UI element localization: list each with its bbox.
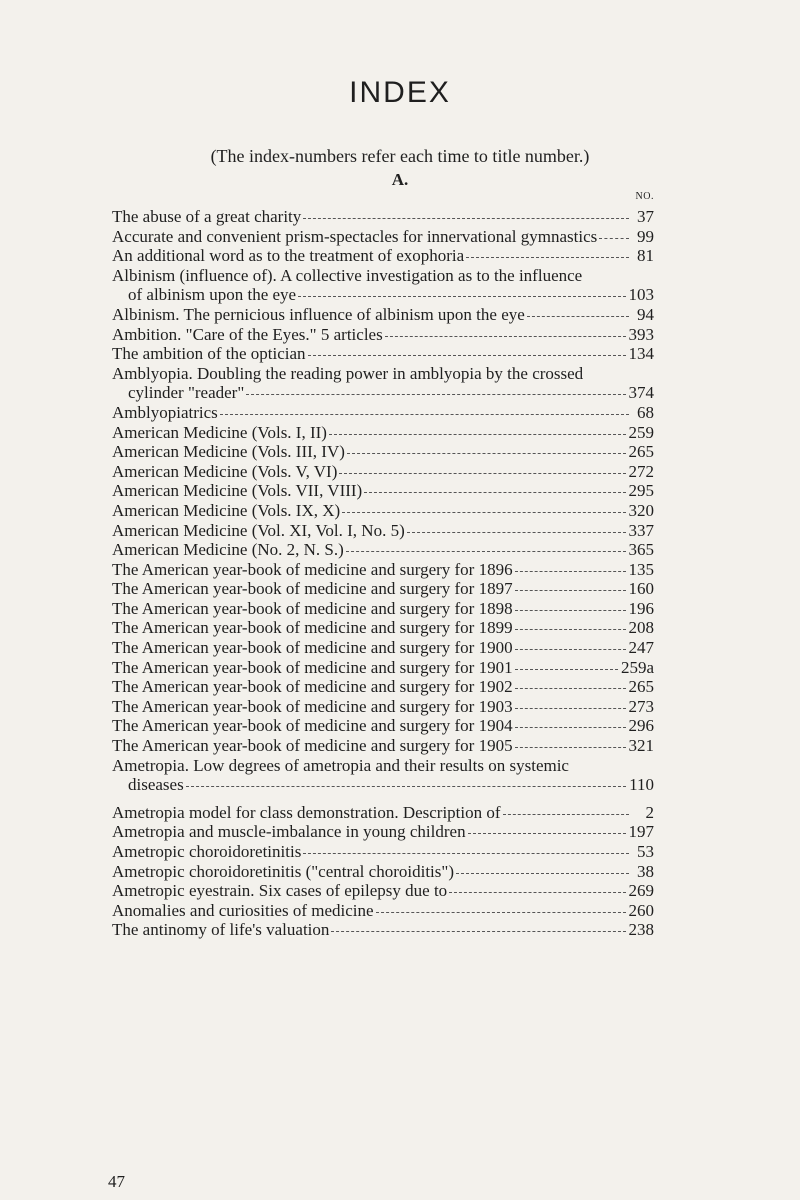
entry-title: The American year-book of medicine and surgery for 1903 [112,696,513,716]
leader-dots [515,610,626,611]
entry-number: 2 [645,802,654,822]
leader-dots [385,336,626,337]
index-entry [112,862,654,882]
leader-dots [331,931,625,932]
entry-number: 265 [628,442,654,462]
entry-title: The abuse of a great charity [112,207,302,226]
leader-dots [503,814,629,815]
entry-title: American Medicine (Vols. III, IV) [112,442,345,462]
index-entry [112,638,654,658]
entry-line [112,842,654,862]
index-entry [112,716,654,736]
entry-number: 296 [628,716,654,736]
leader-dots [515,747,626,748]
entry-line [112,246,654,266]
entry-number: 94 [637,304,654,324]
entry-line [112,736,654,756]
entry-line [112,822,654,842]
index-note: (The index-numbers refer each time to title number.) [210,146,590,166]
index-entry [112,579,654,599]
entry-line [112,756,654,776]
index-entry [112,540,654,560]
entry-title: Ametropia model for class demonstration. Description of [112,802,501,822]
entry-line [112,442,654,462]
entry-line [112,207,654,227]
entry-line [112,901,654,921]
leader-dots [515,708,626,709]
entry-number: 110 [629,775,654,795]
entry-number: 197 [628,822,654,842]
entry-number: 273 [628,696,654,716]
index-entry [112,227,654,247]
leader-dots [347,453,626,454]
leader-dots [220,414,629,415]
index-entry [112,266,654,305]
leader-dots [329,434,626,435]
page-number: 47 [108,1172,125,1191]
entry-number: 68 [637,402,654,422]
leader-dots [515,727,626,728]
entry-number: 260 [628,900,654,920]
entry-title: American Medicine (Vols. IX, X) [112,500,341,520]
entry-number: 247 [628,638,654,658]
entry-title: cylinder "reader" [128,383,245,403]
entry-number: 135 [628,559,654,579]
index-entry [112,756,654,795]
entry-title: The ambition of the optician [112,344,306,364]
entry-line [112,305,654,325]
entry-number: 134 [628,344,654,364]
entry-title: The American year-book of medicine and surgery for 1901 [112,657,513,677]
entry-line [112,697,654,717]
entry-line [112,618,654,638]
entry-number: 99 [637,226,654,246]
index-entry [112,481,654,501]
entry-line [112,579,654,599]
entry-number: 269 [628,881,654,901]
index-entry [112,462,654,482]
entry-title: American Medicine (Vols. V, VI) [112,461,338,481]
leader-dots [515,629,626,630]
entry-title: Amblyopiatrics [112,402,218,422]
entry-line [112,716,654,736]
entry-number: 81 [637,246,654,266]
entry-number: 37 [637,207,654,226]
entry-number: 259 [628,422,654,442]
index-entry [112,403,654,423]
index-entry [112,501,654,521]
entry-title: Ametropia and muscle-imbalance in young children [112,822,466,842]
entry-line [112,481,654,501]
entry-line [112,881,654,901]
entry-line [112,403,654,423]
entry-line [112,540,654,560]
entry-title: American Medicine (Vols. I, II) [112,422,327,442]
entry-line [112,383,654,403]
entry-number: 365 [628,540,654,560]
leader-dots [308,355,626,356]
leader-dots [346,551,626,552]
leader-dots [298,296,625,297]
entry-title: The American year-book of medicine and surgery for 1905 [112,736,513,756]
index-entry [112,207,654,227]
entry-number: 320 [628,500,654,520]
index-entry [112,364,654,403]
number-column-header: NO. [635,191,654,202]
leader-dots [407,532,626,533]
index-entry [112,560,654,580]
index-entry [112,803,654,823]
index-entry [112,618,654,638]
page-title: INDEX [349,76,451,109]
entry-line [112,803,654,823]
leader-dots [303,218,629,219]
entry-title: Accurate and convenient prism-spectacles for innervational gymnastics [112,226,598,246]
index-entry [112,822,654,842]
entry-title: American Medicine (Vols. VII, VIII) [112,481,363,501]
entry-line [112,775,654,795]
entry-line [112,521,654,541]
entry-number: 272 [628,461,654,481]
entry-number: 265 [628,677,654,697]
index-entry [112,246,654,266]
entry-number: 321 [628,736,654,756]
entry-line [112,423,654,443]
entry-number: 53 [637,842,654,861]
leader-dots [515,688,626,689]
leader-dots [515,571,626,572]
leader-dots [527,316,629,317]
entry-line [112,364,654,384]
entry-line [112,599,654,619]
index-entries [112,207,654,940]
leader-dots [456,873,629,874]
entry-line [112,658,654,678]
leader-dots [364,492,625,493]
index-entry [112,658,654,678]
entry-number: 160 [628,579,654,599]
entry-line [112,325,654,345]
entry-title: The American year-book of medicine and surgery for 1902 [112,677,513,697]
entry-title: Ametropic eyestrain. Six cases of epilepsy due to [112,881,448,901]
entry-line [112,501,654,521]
index-entry [112,521,654,541]
leader-dots [515,590,626,591]
entry-number: 374 [628,383,654,403]
index-entry [112,325,654,345]
leader-dots [515,669,618,670]
entry-title: of albinism upon the eye [128,285,297,305]
entry-line [112,462,654,482]
entry-line [112,638,654,658]
entry-title: An additional word as to the treatment of exophoria [112,246,465,266]
index-entry [112,442,654,462]
entry-title: Ametropic choroidoretinitis ("central choroiditis") [112,861,454,881]
entry-title: Albinism. The pernicious influence of albinism upon the eye [112,304,525,324]
leader-dots [466,257,629,258]
entry-number: 259a [620,657,654,677]
entry-number: 196 [628,598,654,618]
index-entry [112,697,654,717]
entry-title: Ambition. "Care of the Eyes." 5 articles [112,324,383,344]
index-entry [112,599,654,619]
index-entry [112,920,654,940]
entry-title: The American year-book of medicine and surgery for 1899 [112,618,513,638]
entry-line [112,920,654,940]
entry-number: 238 [628,920,654,940]
index-entry [112,842,654,862]
entry-number: 295 [628,481,654,501]
entry-line [112,227,654,247]
entry-title: Albinism (influence of). A collective investigation as to the influence [112,265,583,285]
entry-line [112,862,654,882]
leader-dots [449,892,625,893]
entry-title: The American year-book of medicine and surgery for 1900 [112,638,513,658]
entry-line [112,344,654,364]
entry-title: The American year-book of medicine and surgery for 1897 [112,579,513,599]
index-entry [112,901,654,921]
entry-title: American Medicine (No. 2, N. S.) [112,540,344,560]
entry-line [112,266,654,286]
entry-number: 393 [628,324,654,344]
leader-dots [342,512,625,513]
entry-number: 337 [628,520,654,540]
entry-number: 208 [628,618,654,638]
entry-line [112,560,654,580]
entry-title: diseases [128,775,184,795]
index-entry [112,344,654,364]
entry-number: 38 [637,861,654,881]
entry-title: The American year-book of medicine and surgery for 1898 [112,598,513,618]
entry-title: American Medicine (Vol. XI, Vol. I, No. 5) [112,520,405,540]
leader-dots [186,786,626,787]
leader-dots [468,833,626,834]
index-entry [112,881,654,901]
entry-title: Anomalies and curiosities of medicine [112,900,374,920]
leader-dots [599,238,629,239]
leader-dots [303,853,629,854]
entry-line [112,285,654,305]
section-letter: A. [391,170,409,189]
entry-gap [112,795,654,803]
entry-title: Ametropic choroidoretinitis [112,842,302,861]
entry-title: The American year-book of medicine and surgery for 1896 [112,559,513,579]
entry-line [112,677,654,697]
index-entry [112,305,654,325]
entry-title: Amblyopia. Doubling the reading power in amblyopia by the crossed [112,363,584,383]
entry-number: 103 [628,285,654,305]
entry-title: The antinomy of life's valuation [112,920,330,940]
index-entry [112,736,654,756]
index-entry [112,677,654,697]
entry-title: Ametropia. Low degrees of ametropia and their results on systemic [112,755,569,775]
leader-dots [376,912,626,913]
leader-dots [339,473,625,474]
index-entry [112,423,654,443]
entry-title: The American year-book of medicine and surgery for 1904 [112,716,513,736]
leader-dots [515,649,626,650]
leader-dots [246,394,625,395]
